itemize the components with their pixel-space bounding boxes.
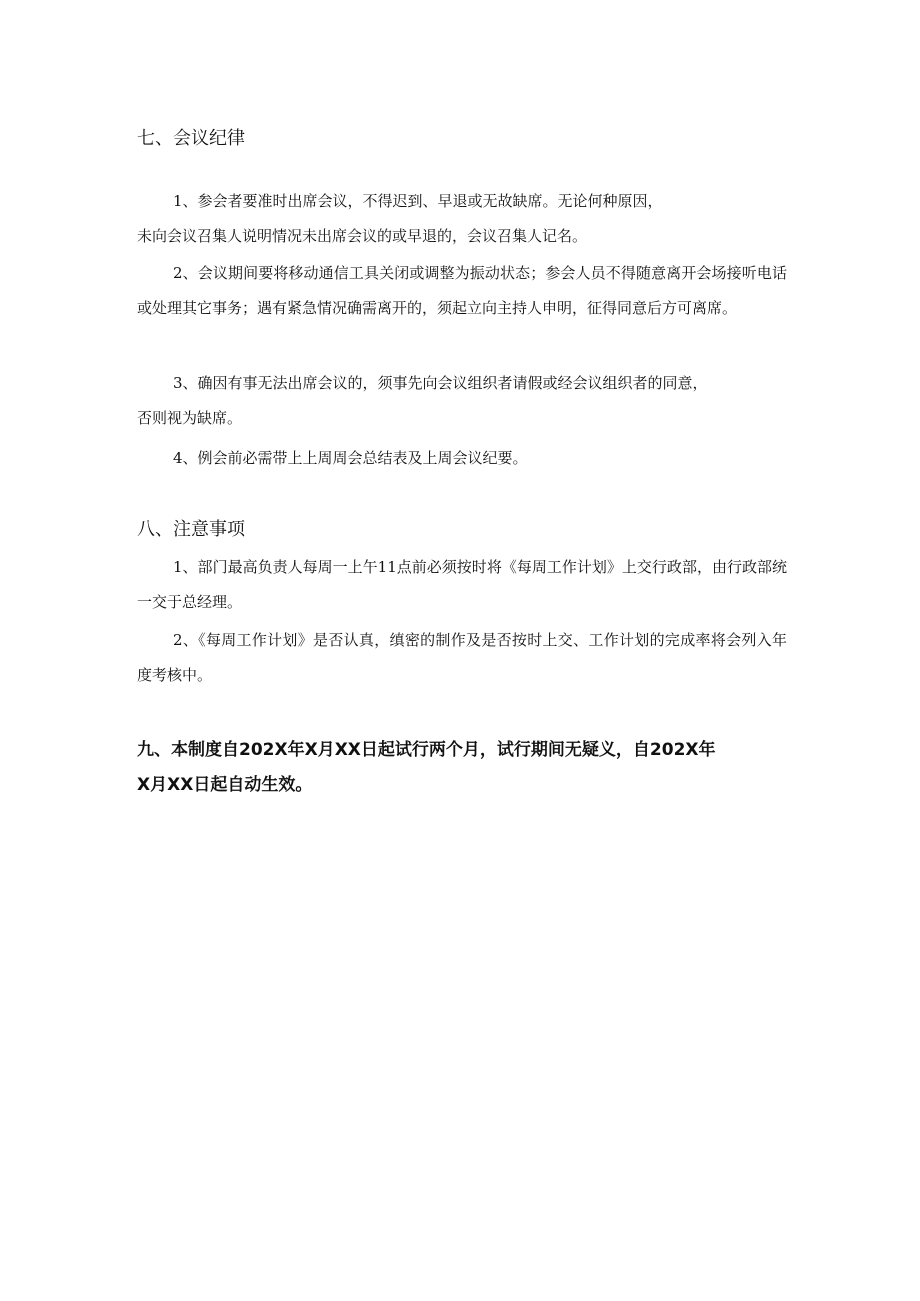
section-7-item-1-line-1: 1、参会者要准时出席会议，不得迟到、早退或无故缺席。无论何种原因， (173, 192, 663, 210)
section-7-item-1 (137, 184, 787, 254)
section-8-item-1: 1、部门最高负责人每周一上午11点前必须按时将《每周工作计划》上交行政部，由行政部统一交于总经理。 (137, 558, 787, 611)
section-7-item-4: 4、例会前必需带上上周周会总结表及上周会议纪要。 (173, 449, 528, 467)
section-7-item-1-line-2: 未向会议召集人说明情况未出席会议的或早退的，会议召集人记名。 (137, 227, 588, 245)
section-7-item-3-line-2: 否则视为缺席。 (137, 409, 243, 427)
section-7-item-3 (137, 366, 787, 436)
section-9-line-1: 九、本制度自202X年X月XX日起试行两个月，试行期间无疑义，自202X年 (137, 740, 716, 760)
section-8-item-2: 2、《每周工作计划》是否认真，缜密的制作及是否按时上交、工作计划的完成率将会列入年度考核中。 (137, 631, 787, 684)
section-9-line-2: X月XX日起自动生效。 (137, 775, 313, 795)
section-8-heading: 八、注意事项 (137, 519, 245, 540)
section-9-text (137, 733, 777, 803)
section-7-item-2: 2、会议期间要将移动通信工具关闭或调整为振动状态；参会人员不得随意离开会场接听电话或处理其它事务；遇有紧急情况确需离开的，须起立向主持人申明，征得同意后方可离席。 (137, 264, 787, 317)
section-7-item-3-line-1: 3、确因有事无法出席会议的，须事先向会议组织者请假或经会议组织者的同意， (173, 374, 708, 392)
section-7-heading: 七、会议纪律 (137, 128, 245, 149)
